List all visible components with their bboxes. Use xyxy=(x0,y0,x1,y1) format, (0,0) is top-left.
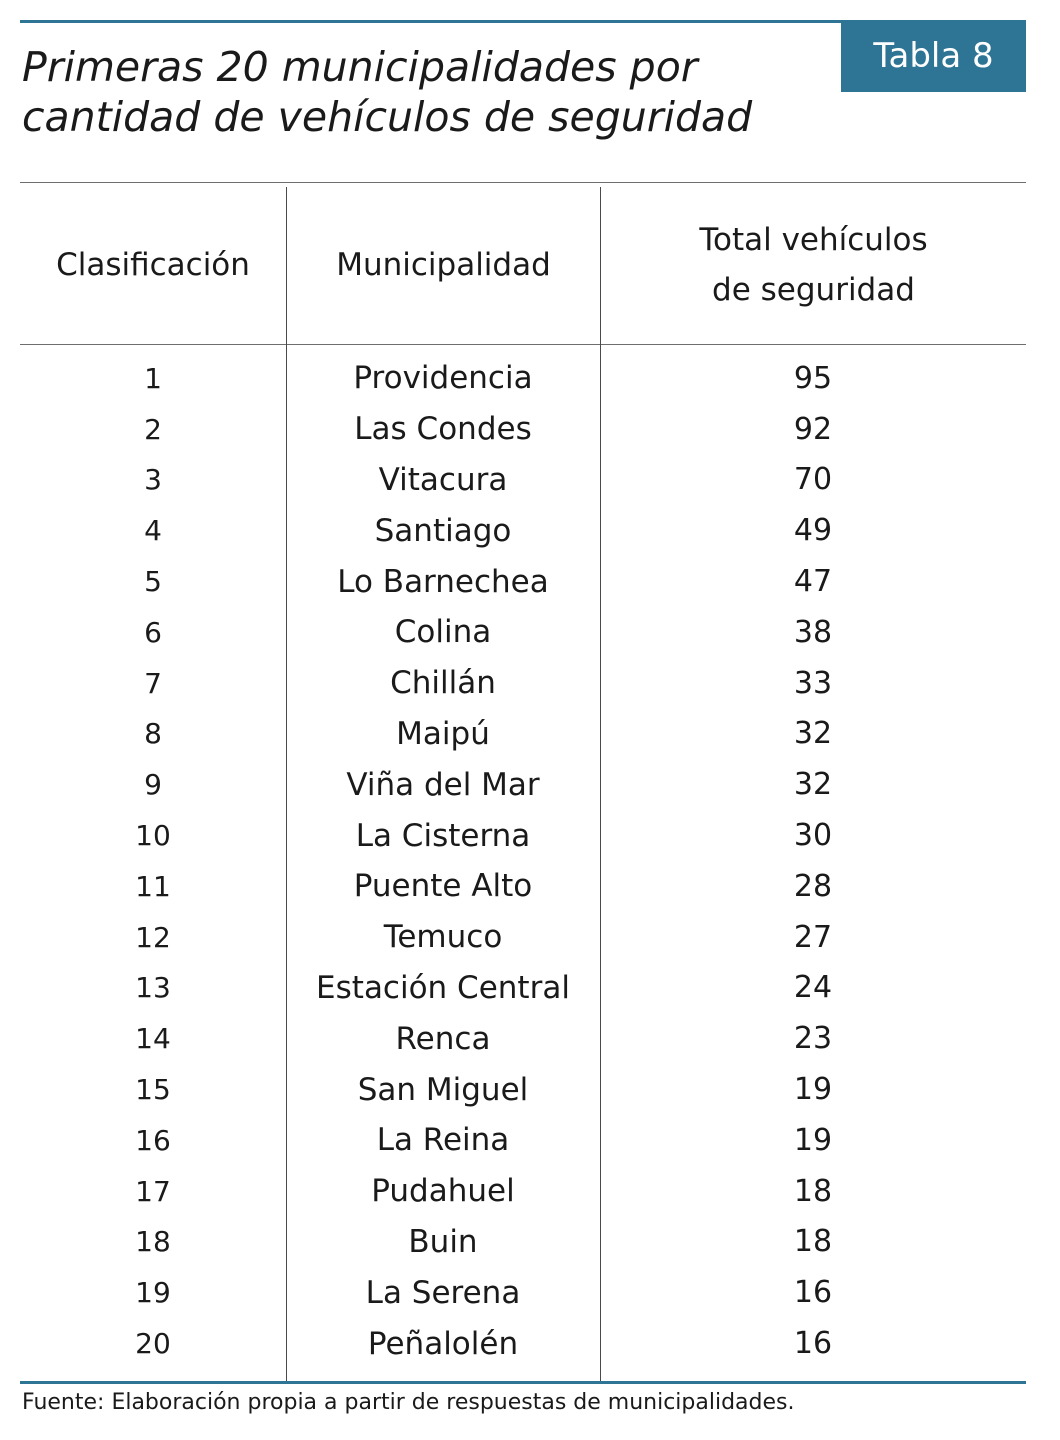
municipality-cell: Pudahuel xyxy=(371,1173,515,1210)
total-cell: 24 xyxy=(793,970,833,1006)
table-top-rule xyxy=(20,182,1026,183)
rank-cell: 1 xyxy=(144,361,162,395)
table-row xyxy=(20,607,1026,658)
table-row xyxy=(20,1064,1026,1115)
table-row xyxy=(20,861,1026,912)
total-cell: 19 xyxy=(793,1072,833,1108)
total-cell: 92 xyxy=(793,411,833,447)
table-row xyxy=(20,1166,1026,1217)
rank-cell: 13 xyxy=(135,971,171,1005)
rank-cell: 9 xyxy=(144,768,162,802)
rank-cell: 8 xyxy=(144,717,162,751)
rank-cell: 19 xyxy=(135,1276,171,1310)
rank-cell: 16 xyxy=(135,1123,171,1157)
header-total xyxy=(601,190,1026,340)
header-separator xyxy=(20,344,1026,345)
total-cell: 33 xyxy=(793,665,833,701)
header-total-line2: de seguridad xyxy=(712,272,915,308)
municipality-cell: Las Condes xyxy=(354,411,532,448)
table-row xyxy=(20,1115,1026,1166)
total-cell: 49 xyxy=(793,513,833,549)
municipality-cell: Peñalolén xyxy=(367,1325,519,1362)
total-cell: 47 xyxy=(793,564,833,600)
rank-cell: 2 xyxy=(144,412,162,446)
table-row xyxy=(20,1267,1026,1318)
rank-cell: 7 xyxy=(144,666,162,700)
header-municipality: Municipalidad xyxy=(336,247,551,283)
municipality-cell: Maipú xyxy=(396,715,490,752)
total-cell: 32 xyxy=(793,716,833,752)
table-row xyxy=(20,1217,1026,1268)
municipality-cell: Renca xyxy=(395,1020,491,1057)
table-row xyxy=(20,1013,1026,1064)
municipality-cell: La Cisterna xyxy=(355,817,531,854)
municipality-cell: San Miguel xyxy=(357,1071,529,1108)
total-cell: 30 xyxy=(793,818,833,854)
table-row xyxy=(20,912,1026,963)
municipality-cell: Santiago xyxy=(374,512,512,549)
table-row xyxy=(20,709,1026,760)
table-number-badge: Tabla 8 xyxy=(841,20,1026,92)
table-row xyxy=(20,505,1026,556)
municipality-cell: Buin xyxy=(408,1223,478,1260)
table-body xyxy=(20,353,1026,1369)
header-total-line1: Total vehículos xyxy=(699,222,928,258)
table-row xyxy=(20,658,1026,709)
total-cell: 27 xyxy=(793,919,833,955)
table-row xyxy=(20,455,1026,506)
rank-cell: 20 xyxy=(135,1327,171,1361)
table-row xyxy=(20,759,1026,810)
total-cell: 28 xyxy=(793,868,833,904)
source-note: Fuente: Elaboración propia a partir de respuestas de municipalidades. xyxy=(22,1390,795,1415)
municipality-cell: La Serena xyxy=(365,1274,521,1311)
total-cell: 16 xyxy=(793,1275,833,1311)
municipality-cell: Estación Central xyxy=(316,969,570,1006)
total-cell: 32 xyxy=(793,767,833,803)
municipality-cell: Puente Alto xyxy=(353,868,533,905)
municipality-cell: Vitacura xyxy=(378,461,508,498)
table-title: Primeras 20 municipalidades por cantidad de vehículos de seguridad xyxy=(22,43,753,141)
table-row xyxy=(20,1318,1026,1369)
municipality-cell: Colina xyxy=(394,614,492,651)
table-row xyxy=(20,810,1026,861)
table-row xyxy=(20,556,1026,607)
rank-cell: 14 xyxy=(135,1022,171,1056)
rank-cell: 6 xyxy=(144,615,162,649)
total-cell: 95 xyxy=(793,360,833,396)
total-cell: 70 xyxy=(793,462,833,498)
rank-cell: 18 xyxy=(135,1225,171,1259)
header-rank: Clasificación xyxy=(56,247,250,283)
rank-cell: 3 xyxy=(144,463,162,497)
total-cell: 16 xyxy=(793,1326,833,1362)
table-row xyxy=(20,353,1026,404)
rank-cell: 11 xyxy=(135,869,171,903)
municipality-cell: Temuco xyxy=(383,919,503,956)
total-cell: 19 xyxy=(793,1122,833,1158)
table-row xyxy=(20,404,1026,455)
municipality-cell: La Reina xyxy=(376,1122,510,1159)
total-cell: 23 xyxy=(793,1021,833,1057)
rank-cell: 4 xyxy=(144,514,162,548)
municipality-cell: Lo Barnechea xyxy=(337,563,549,600)
municipality-cell: Viña del Mar xyxy=(346,766,540,803)
table-bottom-rule xyxy=(20,1381,1026,1384)
rank-cell: 12 xyxy=(135,920,171,954)
total-cell: 18 xyxy=(793,1173,833,1209)
municipality-cell: Providencia xyxy=(353,360,533,397)
rank-cell: 17 xyxy=(135,1174,171,1208)
rank-cell: 15 xyxy=(135,1073,171,1107)
municipality-cell: Chillán xyxy=(390,665,496,702)
total-cell: 18 xyxy=(793,1224,833,1260)
table-row xyxy=(20,963,1026,1014)
rank-cell: 5 xyxy=(144,565,162,599)
total-cell: 38 xyxy=(793,614,833,650)
rank-cell: 10 xyxy=(135,819,171,853)
